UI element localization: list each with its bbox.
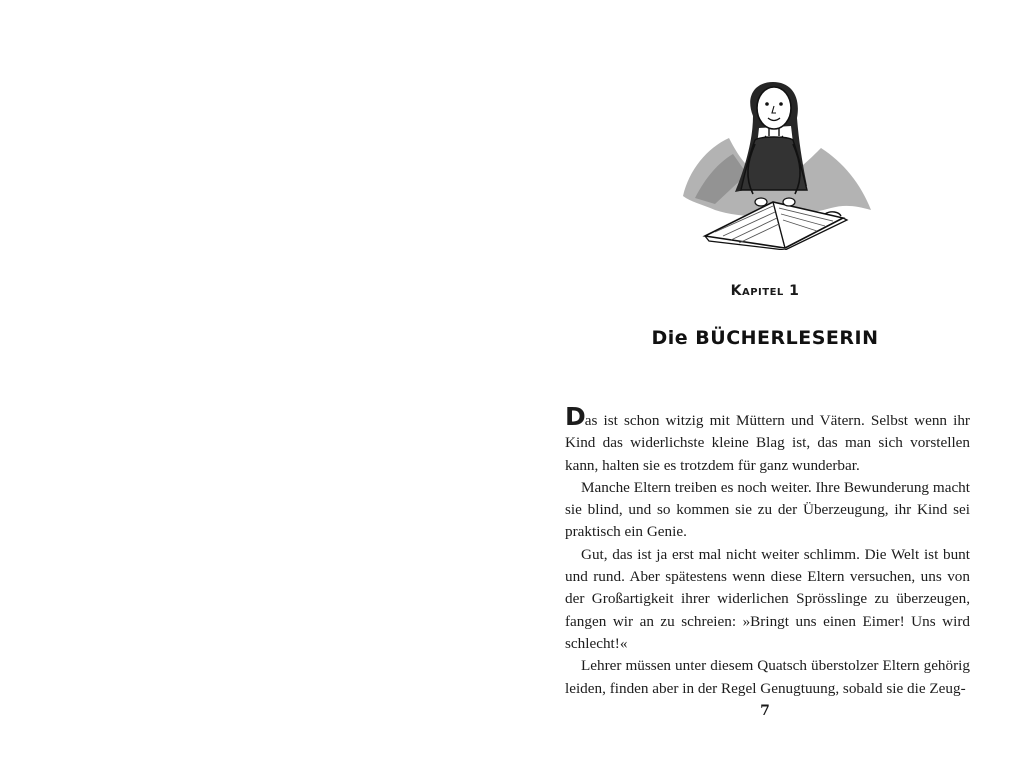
girl-reading-book-icon: [675, 78, 875, 250]
body-text: [565, 402, 970, 700]
page-number: 7: [760, 703, 770, 719]
chapter-title: Die BÜCHERLESERIN: [651, 327, 879, 349]
paragraph-1: [565, 402, 970, 477]
chapter-label: Kapitel 1: [730, 283, 800, 299]
left-hand: [755, 198, 767, 206]
right-hand: [783, 198, 795, 206]
left-eye: [765, 102, 769, 106]
paragraph-1-text: as ist schon witzig mit Müttern und Vätern. Selbst wenn ihr Kind das widerlichste kleine Blag ist, das man sich vorstellen kann, halten sie es trotzdem für ganz wunderbar.: [565, 412, 970, 474]
right-eye: [779, 102, 783, 106]
paragraph-3: Gut, das ist ja erst mal nicht weiter schlimm. Die Welt ist bunt und rund. Aber spätestens wenn diese Eltern versuchen, uns von der Großartigkeit ihrer widerlichen Sprösslinge zu überzeugen, fangen wir an zu schreien: »Bringt uns einen Eimer! Uns wird schlecht!«: [565, 545, 970, 652]
right-page: [510, 0, 1020, 763]
paragraph-4: Lehrer müssen unter diesem Quatsch überstolzer Eltern gehörig leiden, finden aber in der Regel Genugtuung, sobald sie die Zeug-: [565, 657, 970, 697]
paragraph-2: Manche Eltern treiben es noch weiter. Ihre Bewunderung macht sie blind, und so kommen sie zu der Überzeugung, ihr Kind sei praktisch ein Genie.: [565, 478, 970, 541]
drop-cap: D: [565, 402, 585, 431]
